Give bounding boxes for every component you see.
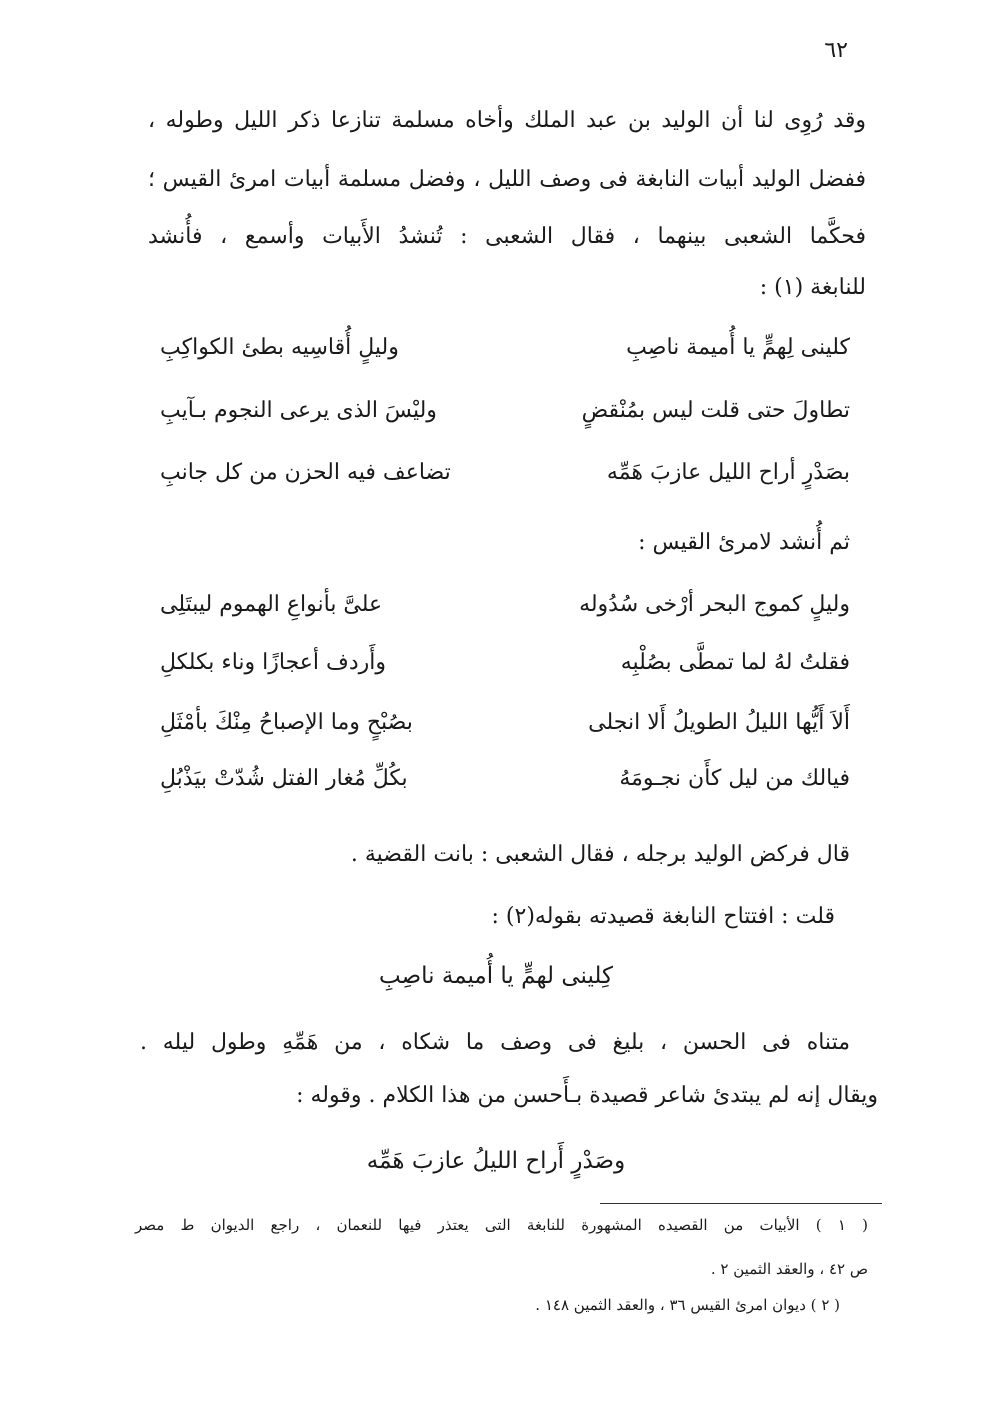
verse-imru-4	[160, 766, 850, 806]
comment-line-2: ويقال إنه لم يبتدئ شاعر قصيدة بـأَحسن من هذا الكلام . وقوله :	[296, 1083, 878, 1108]
verse-second-hemistich: بكُلِّ مُغار الفتل شُدّتْ بيَذْبُلِ	[160, 766, 408, 791]
quoted-hemistich-2: وصَدْرٍ أَراح الليلُ عازبَ هَمِّه	[366, 1148, 626, 1174]
verse-second-hemistich: وأَردف أعجازًا وناء بكلكلِ	[160, 650, 386, 675]
footnote-divider	[600, 1203, 882, 1204]
comment-intro: قلت : افتتاح النابغة قصيدته بقوله(٢) :	[491, 904, 835, 929]
verse-nabigha-3	[160, 460, 850, 500]
intro-line-3: فحكَّما الشعبى بينهما ، فقال الشعبى : تُنشدُ الأَبيات وأسمع ، فأُنشد	[148, 224, 866, 249]
verse-first-hemistich: فقلتُ لهُ لما تمطَّى بصُلْبِه	[620, 650, 850, 675]
verse-nabigha-1	[160, 335, 850, 375]
verse-second-hemistich: وليلٍ أُقاسِيه بطئ الكواكِبِ	[160, 335, 399, 360]
footnote-1-line-2: ص ٤٢ ، والعقد الثمين ٢ .	[710, 1260, 868, 1278]
footnote-1-line-1: ( ١ ) الأبيات من القصيده المشهورة للنابغة التى يعتذر فيها للنعمان ، راجع الديوان ط مصر	[135, 1216, 869, 1234]
verse-first-hemistich: أَلاَ أَيُّها الليلُ الطويلُ أَلا انجلى	[588, 710, 850, 735]
page-number: ٦٢	[824, 38, 848, 63]
intro-line-2: ففضل الوليد أبيات النابغة فى وصف الليل ، وفضل مسلمة أبيات امرئ القيس ؛	[148, 167, 866, 192]
verse-imru-1	[160, 592, 850, 632]
verse-second-hemistich: وليْسَ الذى يرعى النجوم بـآيبِ	[160, 398, 437, 423]
comment-line-1: متناه فى الحسن ، بليغ فى وصف ما شكاه ، من هَمِّهِ وطول ليله .	[140, 1030, 850, 1055]
intro-line-4: للنابغة (١) :	[759, 275, 866, 300]
verse-second-hemistich: تضاعف فيه الحزن من كل جانبِ	[160, 460, 451, 485]
transition-line: ثم أُنشد لامرئ القيس :	[638, 530, 850, 555]
verse-imru-2	[160, 650, 850, 690]
verse-first-hemistich: فيالك من ليل كأَن نجـومَهُ	[619, 766, 850, 791]
footnote-2: ( ٢ ) ديوان امرئ القيس ٣٦ ، والعقد الثمين ١٤٨ .	[535, 1296, 840, 1314]
verse-first-hemistich: تطاولَ حتى قلت ليس بمُنْقضٍ	[581, 398, 850, 423]
verse-second-hemistich: بصُبْحٍ وما الإصباحُ مِنْكَ بأمْثَلِ	[160, 710, 413, 735]
verse-first-hemistich: كلينى لِهمٍّ يا أُميمة ناصِبِ	[626, 335, 850, 360]
verse-nabigha-2	[160, 398, 850, 438]
quoted-hemistich-1: كِلينى لهمٍّ يا أُميمة ناصِبِ	[379, 963, 613, 989]
verse-first-hemistich: وليلٍ كموج البحر أرْخى سُدُوله	[579, 592, 850, 617]
verdict-line: قال فركض الوليد برجله ، فقال الشعبى : بانت القضية .	[350, 842, 850, 867]
verse-second-hemistich: علىَّ بأنواعِ الهموم ليبتَلِى	[160, 592, 383, 617]
verse-first-hemistich: بصَدْرٍ أراح الليل عازبَ هَمِّه	[606, 460, 850, 485]
verse-imru-3	[160, 710, 850, 750]
intro-line-1: وقد رُوِى لنا أن الوليد بن عبد الملك وأخاه مسلمة تنازعا ذكر الليل وطوله ،	[148, 108, 866, 133]
